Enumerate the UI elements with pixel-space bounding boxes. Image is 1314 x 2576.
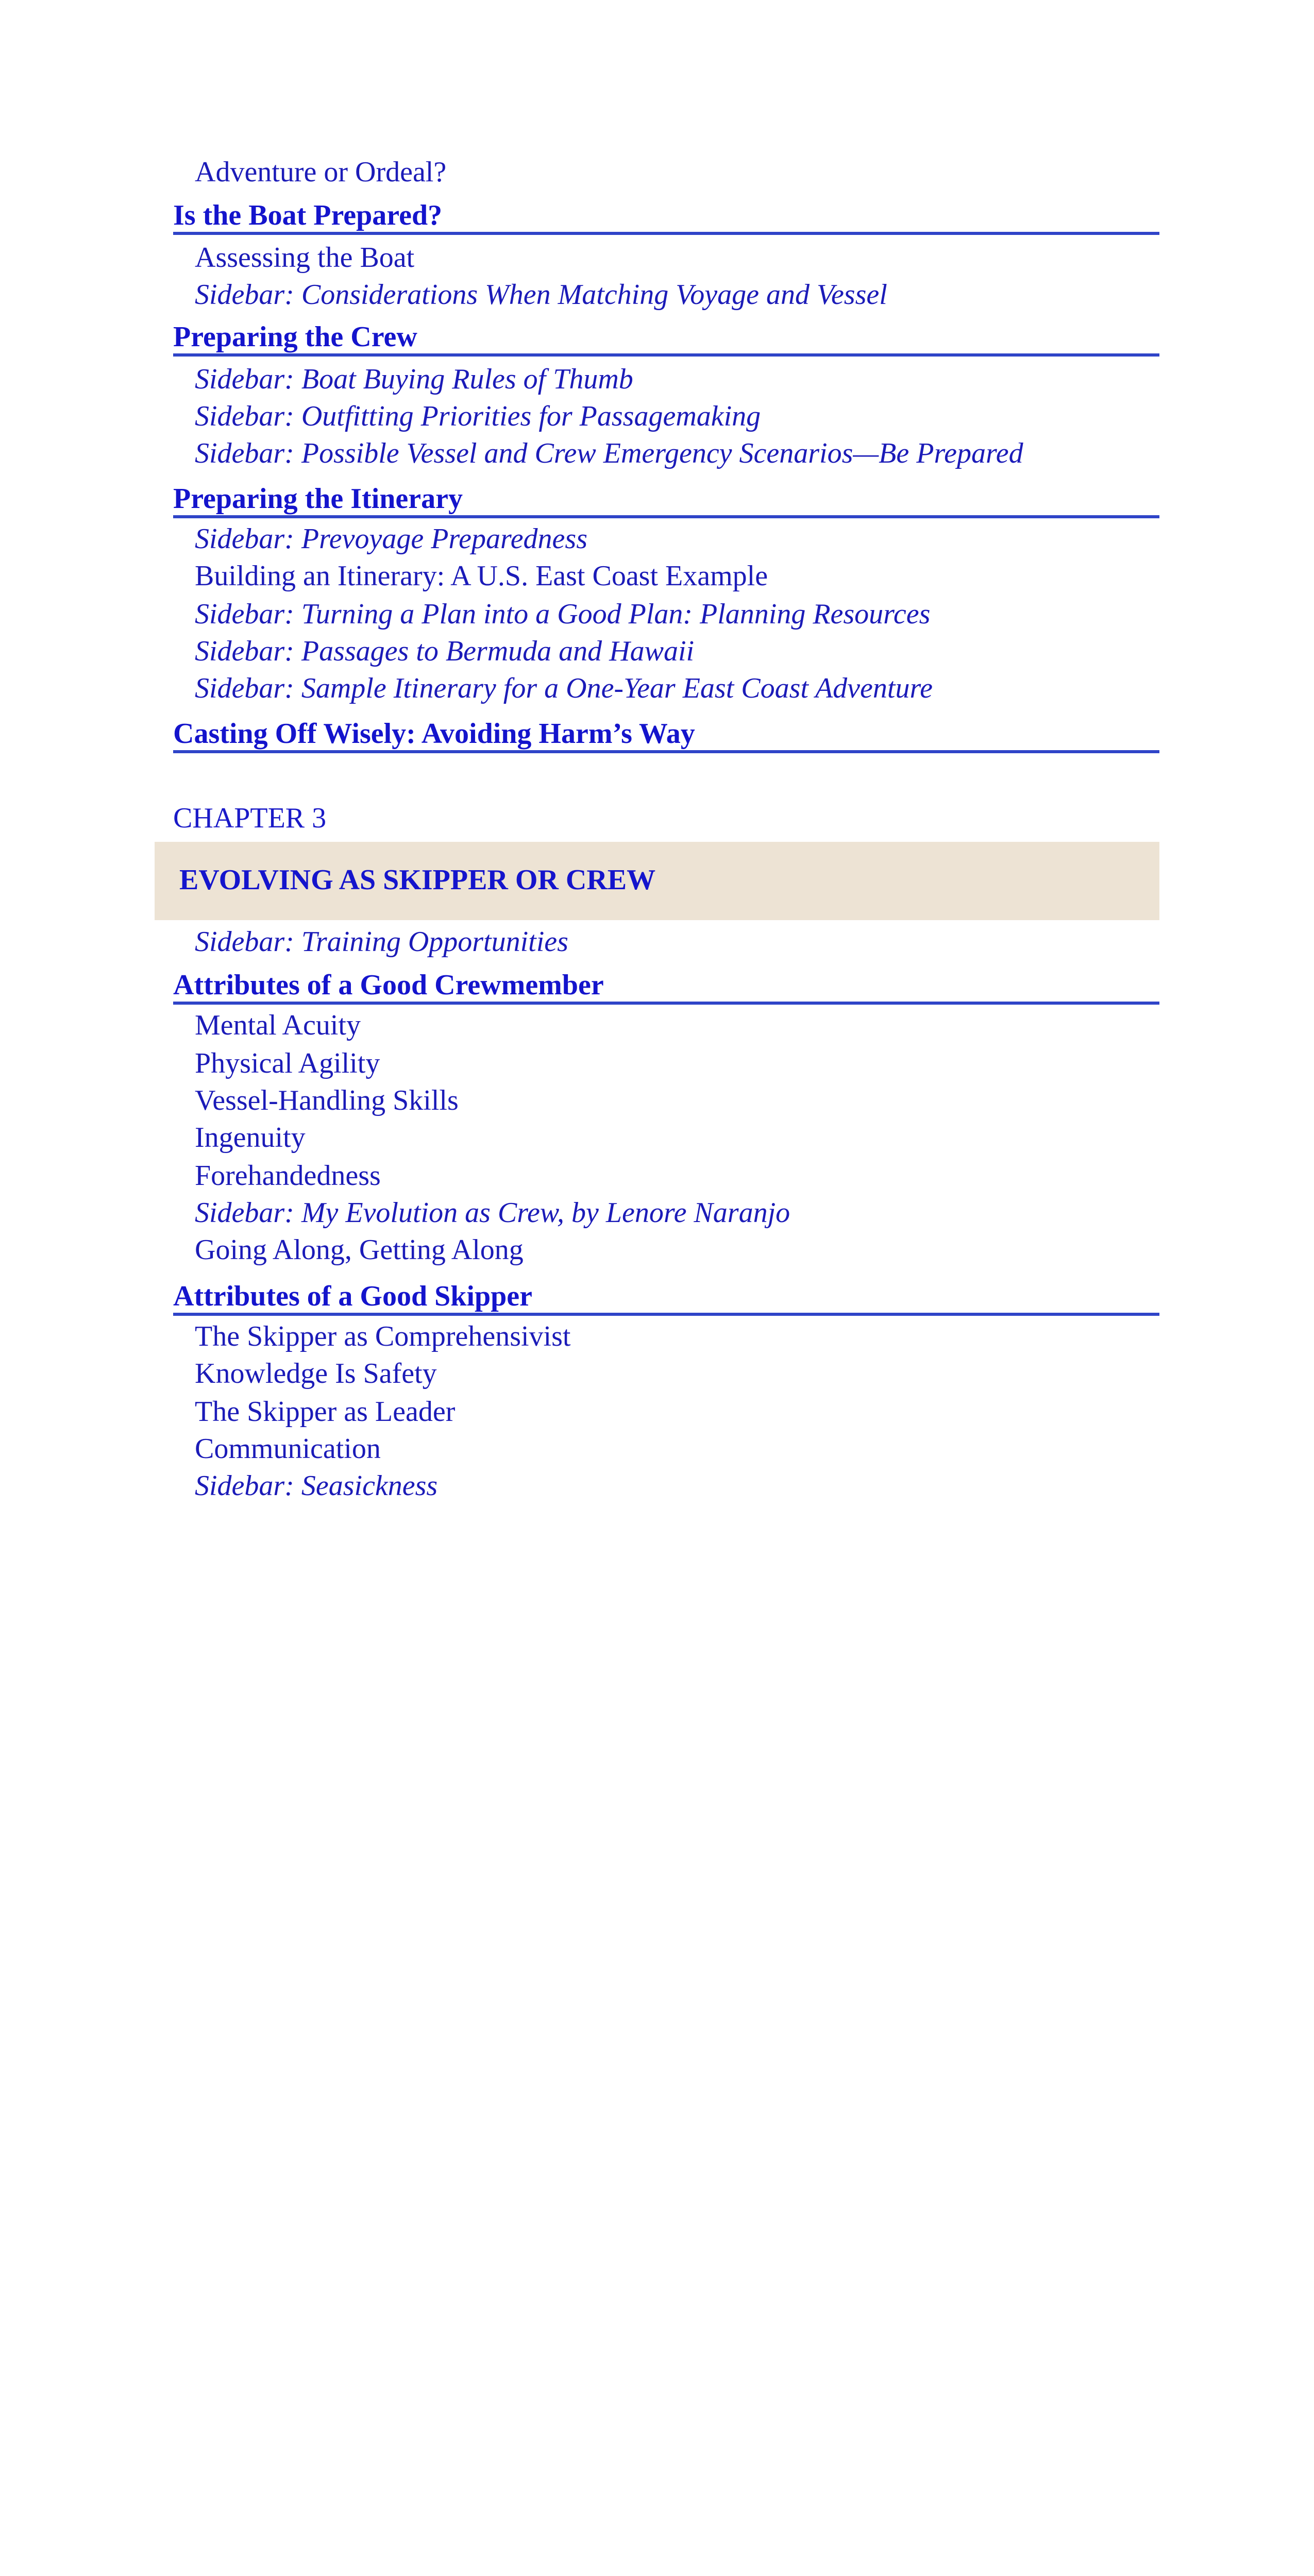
toc-sidebar-entry[interactable]: Sidebar: Possible Vessel and Crew Emergency Scenarios—Be Prepared (195, 437, 1023, 469)
toc-entry[interactable]: The Skipper as Leader (195, 1396, 456, 1428)
toc-entry[interactable]: Vessel-Handling Skills (195, 1084, 459, 1116)
toc-entry[interactable]: Building an Itinerary: A U.S. East Coast Example (195, 560, 768, 592)
toc-section-heading[interactable]: Casting Off Wisely: Avoiding Harm’s Way (173, 718, 695, 750)
section-rule (173, 1002, 1159, 1005)
toc-entry[interactable]: Going Along, Getting Along (195, 1234, 524, 1266)
toc-section-heading[interactable]: Preparing the Crew (173, 321, 417, 353)
section-rule (173, 1313, 1159, 1316)
toc-entry[interactable]: The Skipper as Comprehensivist (195, 1320, 571, 1352)
toc-entry[interactable]: Physical Agility (195, 1047, 380, 1079)
toc-sidebar-entry[interactable]: Sidebar: Seasickness (195, 1470, 438, 1502)
watermark (0, 1494, 1314, 1700)
toc-sidebar-entry[interactable]: Sidebar: Passages to Bermuda and Hawaii (195, 635, 695, 667)
toc-entry[interactable]: Forehandedness (195, 1160, 381, 1192)
toc-entry[interactable]: Knowledge Is Safety (195, 1358, 437, 1389)
chapter-title[interactable]: EVOLVING AS SKIPPER OR CREW (179, 864, 656, 896)
toc-sidebar-entry[interactable]: Sidebar: Prevoyage Preparedness (195, 523, 587, 555)
toc-sidebar-entry[interactable]: Sidebar: Outfitting Priorities for Passagemaking (195, 400, 761, 432)
toc-entry[interactable]: Communication (195, 1433, 381, 1465)
section-rule (173, 232, 1159, 235)
toc-entry[interactable]: Adventure or Ordeal? (195, 156, 447, 188)
toc-entry[interactable]: Mental Acuity (195, 1009, 361, 1041)
toc-sidebar-entry[interactable]: Sidebar: Considerations When Matching Voyage and Vessel (195, 279, 887, 311)
toc-section-heading[interactable]: Preparing the Itinerary (173, 483, 463, 515)
toc-section-heading[interactable]: Attributes of a Good Crewmember (173, 969, 604, 1001)
chapter-title-band (155, 842, 1159, 920)
toc-sidebar-entry[interactable]: Sidebar: Turning a Plan into a Good Plan: Planning Resources (195, 598, 931, 630)
toc-sidebar-entry[interactable]: Sidebar: Training Opportunities (195, 926, 568, 958)
section-rule (173, 515, 1159, 518)
toc-sidebar-entry[interactable]: Sidebar: Boat Buying Rules of Thumb (195, 363, 633, 395)
toc-sidebar-entry[interactable]: Sidebar: My Evolution as Crew, by Lenore Naranjo (195, 1197, 790, 1229)
toc-section-heading[interactable]: Is the Boat Prepared? (173, 199, 443, 231)
toc-section-heading[interactable]: Attributes of a Good Skipper (173, 1280, 532, 1312)
toc-entry[interactable]: Assessing the Boat (195, 242, 415, 274)
toc-entry[interactable]: Ingenuity (195, 1122, 306, 1154)
section-rule (173, 750, 1159, 753)
section-rule (173, 353, 1159, 357)
toc-sidebar-entry[interactable]: Sidebar: Sample Itinerary for a One-Year East Coast Adventure (195, 672, 933, 704)
chapter-label: CHAPTER 3 (173, 802, 327, 834)
